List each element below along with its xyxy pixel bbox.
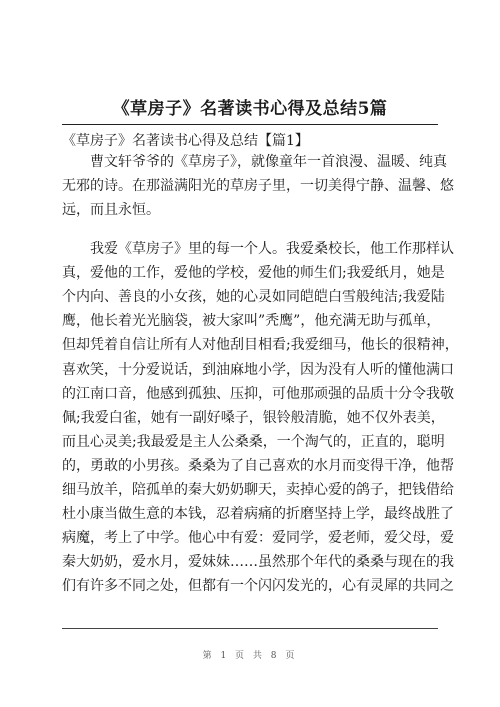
page-number: 第 1 页 共 8 页	[202, 651, 298, 661]
document-title: 《草房子》名著读书心得及总结5篇	[112, 99, 388, 119]
text-line: 我爱《草房子》里的每一个人。我爱桑校长，他工作那样认	[62, 241, 454, 258]
text-line: 曹文轩爷爷的《草房子》，就像童年一首浪漫、温暖、纯真	[62, 154, 447, 170]
text-line: 而且心灵美;我最爱是主人公桑桑，一个淘气的，正直的，聪明	[62, 433, 445, 450]
text-line: 喜欢笑，十分爱说话，到油麻地小学，因为没有人听的懂他满口	[62, 361, 454, 378]
paragraph-1	[62, 150, 454, 222]
text-line: 个内向、善良的小女孩，她的心灵如同皑皑白雪般纯洁;我爱陆	[62, 289, 445, 306]
text-line: 杜小康当做生意的本钱，忍着病痛的折磨坚持上学，最终战胜了	[62, 506, 454, 523]
text-line: 们有许多不同之处，但都有一个闪闪发光的，心有灵犀的共同之	[62, 578, 454, 595]
text-line: 真，爱他的工作，爱他的学校，爱他的师生们;我爱纸月，她是	[62, 265, 445, 282]
text-line: 佩;我爱白雀，她有一副好嗓子，银铃般清脆，她不仅外表美，	[62, 409, 445, 426]
body-text	[62, 150, 459, 598]
text-line: 鹰，他长着光光脑袋，被大家叫”秃鹰”，他充满无助与孤单，	[62, 313, 441, 330]
text-line: 秦大奶奶，爱水月，爱妹妹……虽然那个年代的桑桑与现在的我	[62, 554, 454, 571]
title-divider	[62, 124, 438, 125]
text-line: 远，而且永恒。	[62, 202, 160, 219]
paragraph-gap	[62, 222, 438, 237]
text-line: 但却凭着自信让所有人对他刮目相看;我爱细马，他长的很精神，	[62, 337, 459, 354]
text-line: 无邪的诗。在那溢满阳光的草房子里，一切美得宁静、温馨、悠	[62, 178, 454, 195]
text-line: 细马放羊，陪孤单的秦大奶奶聊天，卖掉心爱的鸽子，把钱借给	[62, 482, 454, 499]
text-line: 病魔，考上了中学。他心中有爱：爱同学，爱老师，爱父母，爱	[62, 530, 454, 547]
section-heading: 《草房子》名著读书心得及总结【篇1】	[62, 133, 309, 149]
text-line: 的，勇敢的小男孩。桑桑为了自己喜欢的水月而变得干净，他帮	[62, 457, 454, 474]
paragraph-2	[62, 237, 459, 598]
text-line: 的江南口音，他感到孤独、压抑，可他那顽强的品质十分令我敬	[62, 385, 454, 402]
footer-divider	[62, 628, 438, 629]
